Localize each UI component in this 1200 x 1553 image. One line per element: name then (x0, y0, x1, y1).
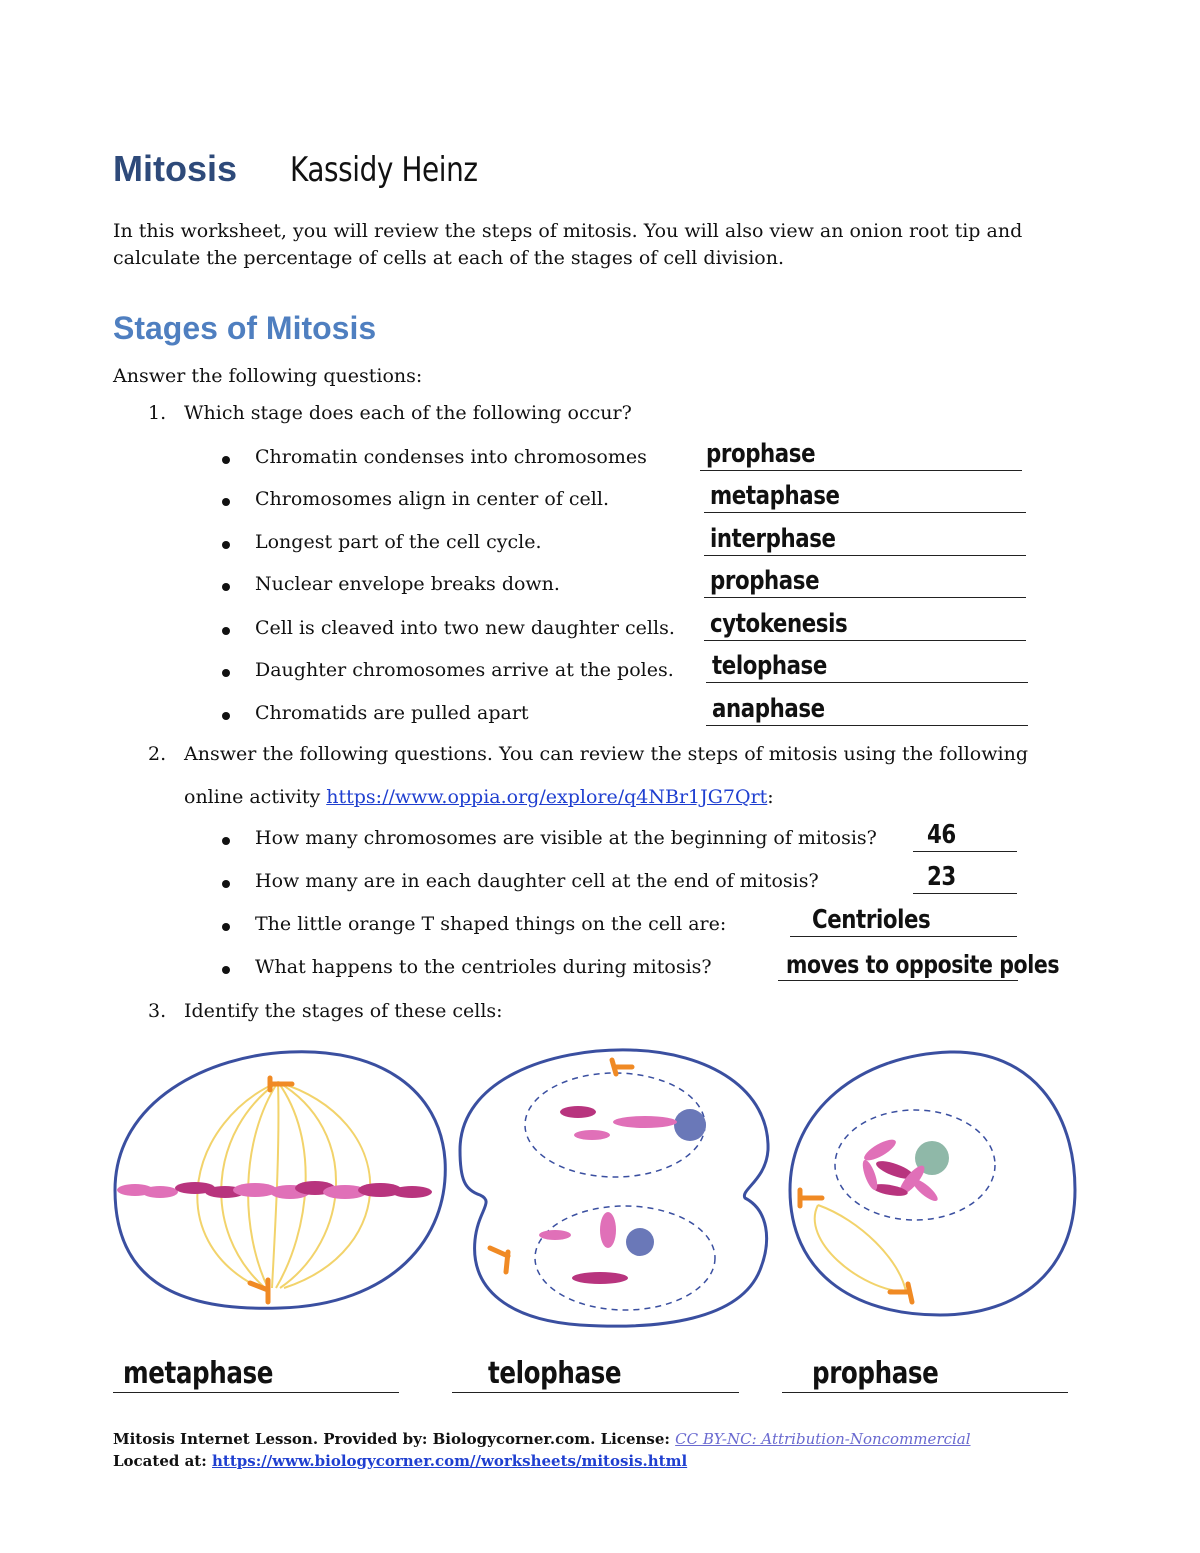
handwritten-answer: metaphase (123, 1356, 274, 1391)
answer-field[interactable] (913, 817, 1017, 852)
handwritten-answer: 46 (927, 820, 956, 850)
nucleolus (626, 1228, 654, 1256)
question-3-number: 3. (148, 1000, 167, 1022)
question-3-text: Identify the stages of these cells: (184, 1000, 503, 1022)
handwritten-answer: cytokenesis (710, 609, 848, 639)
mitosis-cells-illustration (100, 1040, 1090, 1330)
spindle-fibers (197, 1082, 370, 1288)
question-1-prompt: Nuclear envelope breaks down. (255, 573, 560, 595)
answer-field[interactable] (706, 648, 1028, 683)
centriole-icon (800, 1190, 822, 1206)
question-2-prompt: What happens to the centrioles during mitosis? (255, 956, 712, 978)
answer-field[interactable] (778, 946, 1060, 981)
answer-field[interactable] (704, 478, 1026, 513)
question-2-prompt: How many are in each daughter cell at the end of mitosis? (255, 870, 819, 892)
handwritten-answer: interphase (710, 524, 836, 554)
instructions: Answer the following questions: (113, 365, 423, 387)
telophase-cell (460, 1050, 768, 1326)
question-1-prompt: Chromosomes align in center of cell. (255, 488, 609, 510)
metaphase-cell (115, 1052, 445, 1309)
footer-credit: Mitosis Internet Lesson. Provided by: Biologycorner.com. License: (113, 1430, 676, 1448)
question-1-text: Which stage does each of the following occur? (184, 402, 632, 424)
handwritten-answer: moves to opposite poles (786, 950, 1060, 979)
license-link[interactable]: CC BY-NC: Attribution-Noncommercial (675, 1430, 971, 1448)
centriole-icon (490, 1248, 508, 1272)
answer-field[interactable] (782, 1358, 1068, 1393)
student-name: Kassidy Heinz (290, 150, 478, 190)
answer-field[interactable] (913, 859, 1017, 894)
question-1-prompt: Chromatids are pulled apart (255, 702, 529, 724)
answer-field[interactable] (113, 1358, 399, 1393)
footer-line-1 (113, 1428, 971, 1450)
page-title: Mitosis (113, 148, 238, 189)
question-2-number: 2. (148, 743, 167, 765)
question-2-prompt: How many chromosomes are visible at the beginning of mitosis? (255, 827, 877, 849)
intro-paragraph: In this worksheet, you will review the steps of mitosis. You will also view an onion root tip and calculate the percentage of cells at each of the stages of cell division. (113, 220, 1023, 269)
answer-field[interactable] (706, 691, 1028, 726)
handwritten-answer: Centrioles (812, 905, 931, 935)
nucleolus (674, 1109, 706, 1141)
question-1-number: 1. (148, 402, 167, 424)
question-2-text: Answer the following questions. You can review the steps of mitosis using the following (184, 743, 1028, 765)
footer-line-2 (113, 1450, 971, 1472)
answer-field[interactable] (704, 563, 1026, 598)
handwritten-answer: telophase (712, 651, 827, 681)
colon: : (767, 786, 774, 808)
handwritten-answer: anaphase (712, 694, 825, 724)
handwritten-answer: telophase (488, 1356, 622, 1391)
handwritten-answer: metaphase (710, 481, 840, 511)
question-2-prompt: The little orange T shaped things on the cell are: (255, 913, 727, 935)
prophase-cell (790, 1052, 1075, 1315)
handwritten-answer: prophase (706, 439, 816, 469)
bullet (222, 880, 230, 888)
question-1-prompt: Chromatin condenses into chromosomes (255, 446, 647, 468)
bullet (222, 627, 230, 635)
bullet (222, 923, 230, 931)
question-1-prompt: Cell is cleaved into two new daughter cells. (255, 617, 675, 639)
footer-location-label: Located at: (113, 1452, 212, 1470)
oppia-link[interactable]: https://www.oppia.org/explore/q4NBr1JG7Qrt (326, 786, 768, 808)
metaphase-chromosomes (117, 1181, 432, 1199)
bullet (222, 456, 230, 464)
source-url-link[interactable]: https://www.biologycorner.com//worksheets/mitosis.html (212, 1452, 688, 1470)
answer-field[interactable] (452, 1358, 739, 1393)
question-2-text-line2 (184, 786, 774, 808)
question-1-prompt: Longest part of the cell cycle. (255, 531, 542, 553)
bullet (222, 583, 230, 591)
answer-field[interactable] (704, 606, 1026, 641)
section-heading: Stages of Mitosis (113, 310, 377, 346)
footer (113, 1428, 971, 1472)
answer-field[interactable] (704, 521, 1026, 556)
bullet (222, 712, 230, 720)
handwritten-answer: prophase (710, 566, 820, 596)
bullet (222, 498, 230, 506)
answer-field[interactable] (790, 902, 1017, 937)
question-2-activity-label: online activity (184, 786, 327, 808)
bullet (222, 669, 230, 677)
bullet (222, 966, 230, 974)
telophase-chromosomes (539, 1106, 677, 1284)
answer-field[interactable] (700, 436, 1022, 471)
handwritten-answer: prophase (812, 1356, 939, 1391)
centriole-icon (890, 1284, 912, 1302)
bullet (222, 837, 230, 845)
question-1-prompt: Daughter chromosomes arrive at the poles. (255, 659, 674, 681)
bullet (222, 541, 230, 549)
centriole-icon (612, 1060, 632, 1074)
handwritten-answer: 23 (927, 862, 956, 892)
